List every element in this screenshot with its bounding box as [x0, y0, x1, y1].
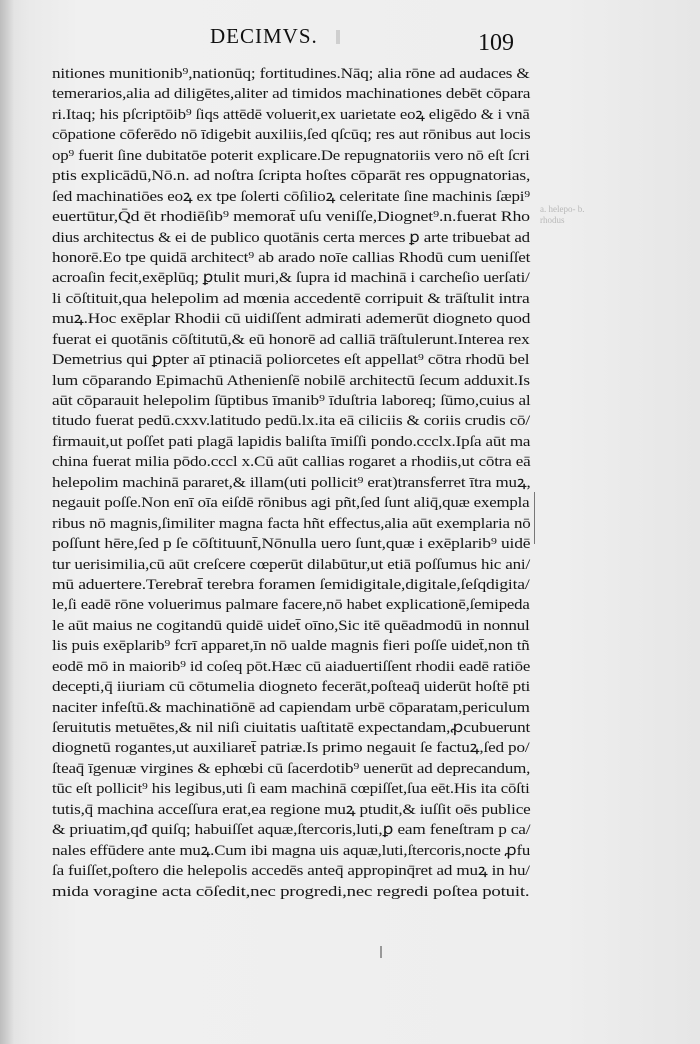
margin-bracket-mark [528, 492, 535, 544]
text-line: ſeruitutis metuētes,& nil niſi ciuitatis uaſtitatē expectandam,ꝓcubuerunt [52, 719, 531, 736]
text-line: temerarios,alia ad diligētes,aliter ad timidos machinationes debēt cōpara [52, 85, 531, 103]
text-line: naciter infeſtū.& machinatiōnē ad capiendam urbē cōparatam,periculum [52, 698, 530, 716]
text-line: honorē.Eo tpe quidā architect⁹ ab arado noīe callias Rhodū cum ueniſſet [52, 248, 531, 266]
text-line: acroaſin fecit,exēplūq; ꝑtulit muri,& ſupra id machinā i carcheſio uerſati/ [52, 269, 530, 287]
text-line: le aūt maius ne cogitandū quidē uidet̄ oīno,Sic itē quēadmodū in nonnul [52, 616, 530, 634]
text-line: ſed machinatiōes eoꝝ ex tpe ſolerti cōſilioꝝ celeritate ſine machinis ſæpi⁹ [52, 187, 530, 205]
text-line: lum cōparando Epimachū Athenienſē nobilē architectū ſecum adduxit.Is [52, 371, 530, 389]
text-line: mida voragine acta cōſedit,nec progredi,nec regredi poſtea potuit. [52, 882, 530, 900]
text-line: ri.Itaq; his pſcriptōib⁹ ſiqs attēdē voluerit,ex uarietate eoꝝ eligēdo & i vnā [52, 105, 530, 123]
text-line: op⁹ fuerit ſine dubitatōe poterit explicare.De repugnatoriis vero nō eſt ſcri [52, 146, 530, 164]
text-line: firmauit,ut poſſet pati plagā lapidis baliſta īmiſſi pondo.ccclx.Ipſa aūt ma [52, 432, 531, 450]
text-line: poſſunt hēre,ſed p ſe cōſtituunt̄,Nōnulla uero ſunt,quæ i exēplarib⁹ uidē [52, 535, 531, 553]
text-line: tutis,q̄ machina acceſſura erat,ea regione muꝝ ptudit,& iuſſit oēs publice [52, 800, 531, 818]
text-line: nales effūdere ante muꝝ.Cum ibi magna uis aquæ,luti,ſtercoris,nocte ꝓfu [52, 841, 531, 859]
text-line: cōpatione cōferēdo nō īdigebit auxiliis,ſed qſcūq; res aut rōnibus aut locis [52, 126, 531, 144]
text-line: diognetū rogantes,ut auxiliaret̄ patriæ.Is primo negauit ſe factuꝝ,ſed po/ [52, 739, 530, 757]
gutter-shadow [0, 0, 14, 1044]
running-head: DECIMVS. [210, 24, 318, 48]
text-line: eodē mō in maiorib⁹ id coſeq pōt.Hæc cū aiaduertiſſent rhodii eadē ratiōe [52, 657, 531, 675]
text-line: li cōſtituit,qua helepolim ad mœnia accedentē corripuit & trāſtulit intra [52, 289, 530, 307]
text-line: ſa fuiſſet,poſtero die helepolis accedēs anteq̄ appropinq̄ret ad muꝝ in hu/ [52, 862, 530, 880]
text-line: china fuerat milia pōdo.cccl x.Cū aūt callias rogaret a rhodiis,ut cōtra eā [52, 453, 531, 471]
text-line: ptis explicādū,Nō.n. ad noſtra ſcripta hoſtes cōparāt res oppugnatorias, [52, 167, 531, 185]
text-line: mū aduertere.Terebrat̄ terebra foramen ſemidigitale,digitale,ſeſqdigita/ [52, 575, 530, 593]
text-line: negauit poſſe.Non enī oīa eiſdē rōnibus agi pñt,ſed ſunt aliq̄,quæ exempla [52, 494, 530, 512]
page-number: 109 [478, 30, 514, 56]
text-line: ſteaq̄ īgenuæ virgines & ephœbi cū ſacerdotib⁹ uenerūt ad deprecandum, [52, 759, 531, 777]
text-line: nitiones munitionib⁹,nationūq; fortitudines.Nāq; alia rōne ad audaces & [52, 65, 530, 82]
text-line: lis puis exēplarib⁹ fcrī apparet,īn nō ualde magnis fieri poſſe uidet̄,non tñ [52, 637, 530, 655]
text-line: & priuatim,qđ quiſq; habuiſſet aquæ,ſtercoris,luti,ꝑ eam feneſtram p ca/ [52, 821, 531, 839]
text-line: aūt cōparauit helepolim ſūptibus īmanib⁹ īduſtria laboreq; ſūmo,cuius al [52, 392, 531, 409]
text-line: euertūtur,Q̄d ēt rhodiēſib⁹ memorat̄ uſu veniſſe,Diognet⁹.n.fuerat Rho [52, 208, 530, 226]
margin-note: a. helepo- b. rhodus [540, 204, 585, 225]
text-line: Demetrius qui ꝑpter aī ptinaciā poliorcetes eſt appellat⁹ cōtra rhodū bel [52, 351, 530, 369]
text-line: dius architectus & ei de publico quotānis certa merces ꝑ arte tribuebat ad [52, 228, 530, 246]
text-line: helepolim machinā pararet,& illam(uti pollicit⁹ erat)transferret ītra muꝝ, [52, 473, 531, 491]
text-line: ribus nō magnis,ſimiliter magna facta hñt effectus,alia aūt exemplaria nō [52, 514, 531, 532]
text-line: decepti,q̄ iiuriam cū cōtumelia diogneto fecerāt,poſteaq̄ uiderūt hoſtē pti [52, 678, 531, 696]
text-line: tur uerisimilia,cū aūt creſcere cœperūt dilabūtur,ut etiā poſſumus hic ani/ [52, 555, 531, 573]
text-line: titudo fuerat pedū.cxxv.latitudo pedū.lx.ita eā ciliciis & coriis crudis cō/ [52, 412, 530, 430]
show-through-mark [336, 30, 340, 44]
body-text [52, 64, 530, 902]
text-line: le,ſi eadē rōne voluerimus palmare facere,nō habet explicationē,ſemipeda [52, 596, 530, 614]
text-line: fuerat ei quotānis cōſtitutū,& eū honorē ad calliā trāſtulerunt.Interea rex [52, 330, 530, 348]
text-line: muꝝ.Hoc exēplar Rhodii cū uidiſſent admirati ademerūt diogneto quod [52, 310, 531, 328]
paper-speck [380, 946, 382, 958]
text-line: tūc eſt pollicit⁹ his legibus,uti ſi eam machinā cœpiſſet,ſua eēt.His ita cōſti [52, 780, 530, 798]
